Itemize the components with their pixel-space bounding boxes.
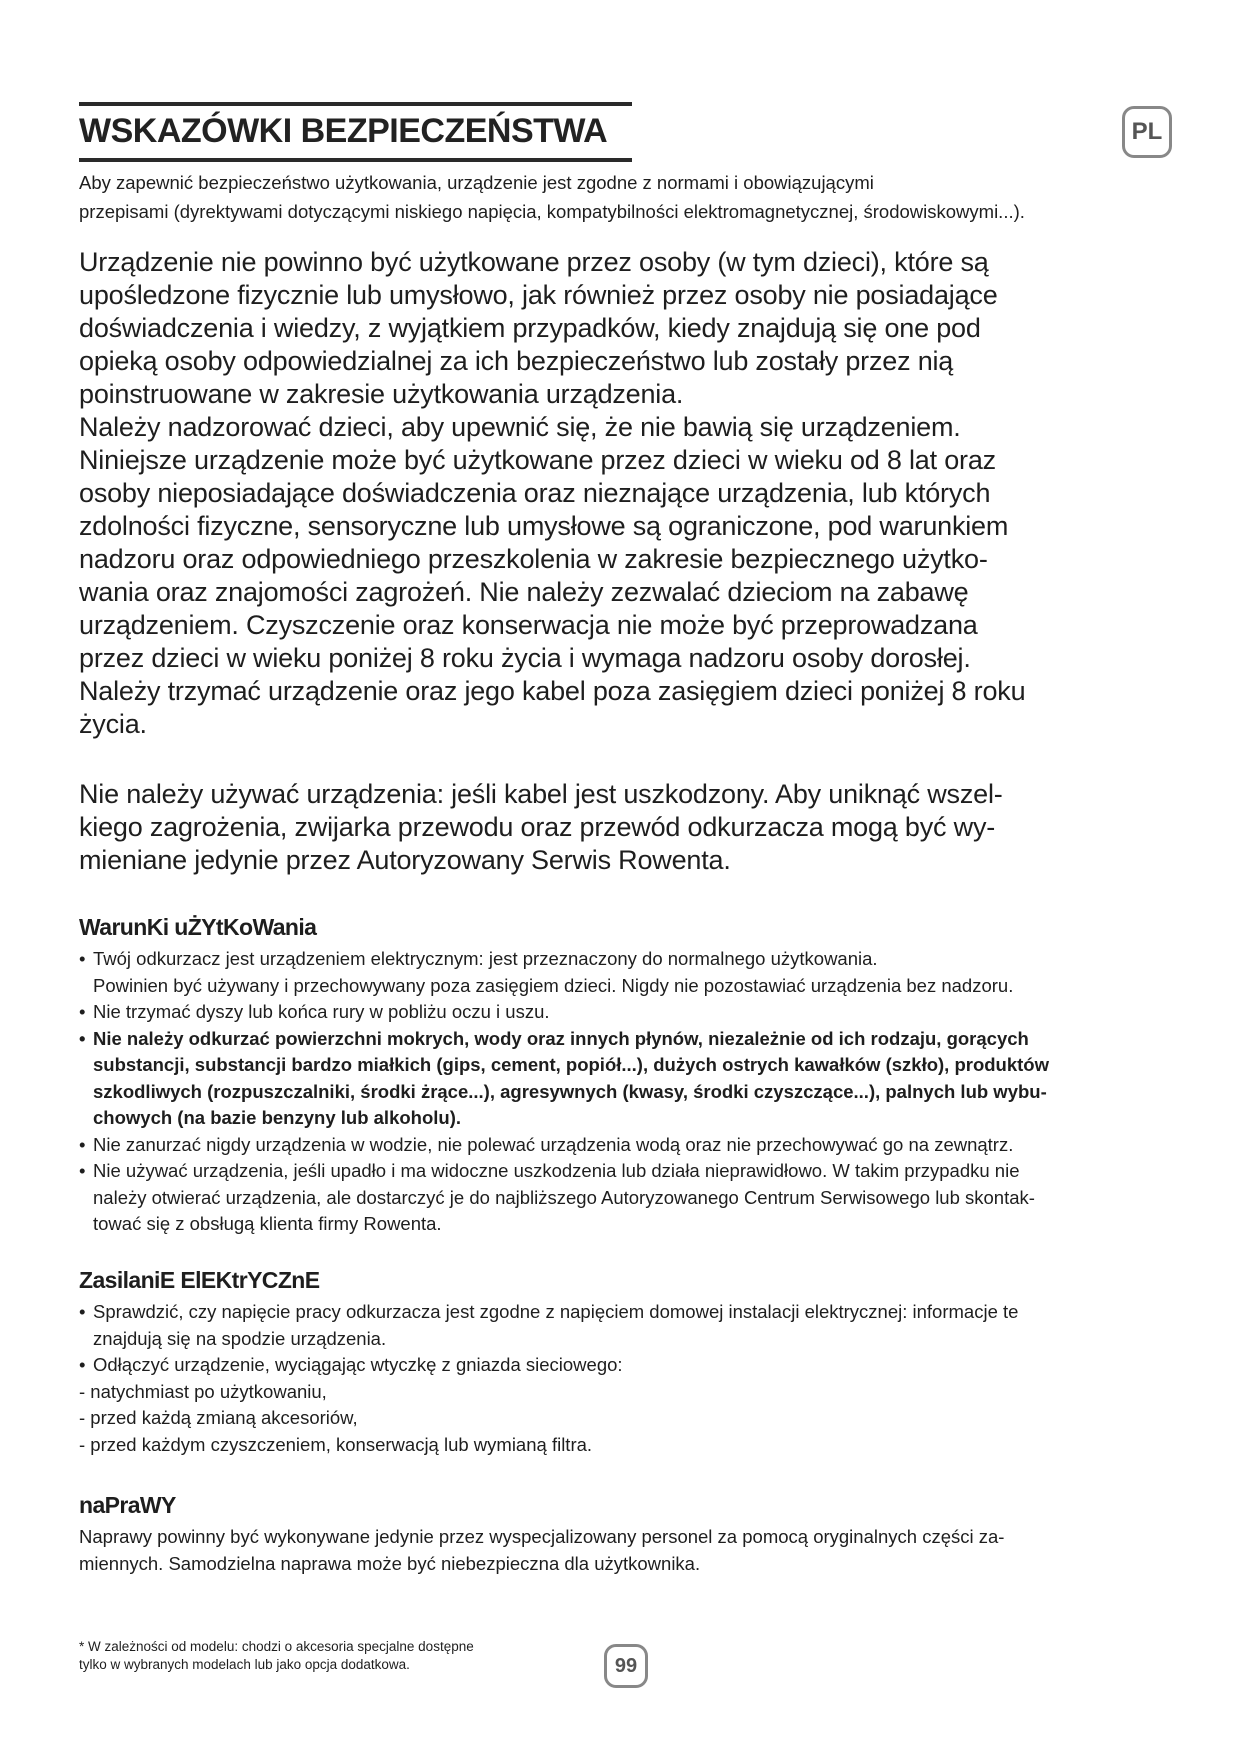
text-line: tylko w wybranych modelach lub jako opcja dodatkowa. [79,1657,410,1672]
bullet-icon: • [79,1354,86,1375]
text-line: doświadczenia i wiedzy, z wyjątkiem przypadków, kiedy znajdują się one pod [79,313,981,343]
text-line: Urządzenie nie powinno być użytkowane przez osoby (w tym dzieci), które są [79,247,989,277]
dash-item: - natychmiast po użytkowaniu, [79,1380,327,1402]
text-line: Powinien być używany i przechowywany poza zasięgiem dzieci. Nigdy nie pozostawiać urządzenia bez nadzoru. [93,974,1014,996]
bullet-icon: • [79,1001,86,1022]
intro-paragraph [79,168,1025,226]
text-line: Nie należy używać urządzenia: jeśli kabel jest uszkodzony. Aby uniknąć wszel- [79,779,1003,809]
repairs-section [79,1490,1004,1577]
bullet-item [79,1132,1049,1159]
child-safety-warning [79,246,1025,741]
text-line: znajdują się na spodzie urządzenia. [93,1327,387,1349]
text-line: Nie zanurzać nigdy urządzenia w wodzie, nie polewać urządzenia wodą oraz nie przechowywać go na zewnątrz. [93,1133,1014,1155]
text-line: Sprawdzić, czy napięcie pracy odkurzacza jest zgodne z napięciem domowej instalacji elektrycznej: informacje te [93,1301,1019,1322]
text-line: Twój odkurzacz jest urządzeniem elektrycznym: jest przeznaczony do normalnego użytkowania. [93,948,878,969]
section-heading: naPraWY [79,1492,176,1518]
page-title: WSKAZÓWKI BEZPIECZEŃSTWA [79,112,608,150]
text-line: kiego zagrożenia, zwijarka przewodu oraz przewód odkurzacza mogą być wy- [79,812,996,842]
text-line: opieką osoby odpowiedzialnej za ich bezpieczeństwo lub zostały przez nią [79,346,954,376]
text-line: chowych (na bazie benzyny lub alkoholu). [93,1107,461,1128]
power-section [79,1265,1018,1458]
page-number: 99 [604,1644,648,1688]
text-line: tować się z obsługą klienta firmy Rowenta. [93,1213,442,1234]
bullet-item [79,1299,1018,1352]
text-line: Naprawy powinny być wykonywane jedynie przez wyspecjalizowany personel za pomocą oryginalnych części za- [79,1526,1005,1547]
text-line: Należy trzymać urządzenie oraz jego kabel poza zasięgiem dzieci poniżej 8 roku [79,676,1026,706]
text-line: substancji, substancji bardzo miałkich (gips, cement, popiół...), dużych ostrych kawałków (szkło), produktów [93,1054,1050,1075]
text-line: Nie należy odkurzać powierzchni mokrych, wody oraz innych płynów, niezależnie od ich rodzaju, gorących [93,1027,1029,1049]
bullet-icon: • [79,1133,86,1155]
text-line: należy otwierać urządzenia, ale dostarczyć je do najbliższego Autoryzowanego Centrum Serwisowego lub skontak- [93,1186,1035,1208]
text-line: nadzoru oraz odpowiedniego przeszkolenia w zakresie bezpiecznego użytko- [79,544,988,574]
text-line: osoby nieposiadające doświadczenia oraz nieznające urządzenia, lub których [79,478,991,508]
text-line: mieniane jedynie przez Autoryzowany Serwis Rowenta. [79,845,731,875]
text-line: Należy nadzorować dzieci, aby upewnić się, że nie bawią się urządzeniem. [79,412,961,442]
dash-item: - przed każdą zmianą akcesoriów, [79,1407,358,1428]
section-heading: ZasilaniE ElEKtrYCZnE [79,1267,320,1293]
bullet-icon: • [79,1027,86,1049]
bullet-item [79,1026,1049,1132]
section-heading: WarunKi uŻYtKoWania [79,914,317,940]
title-rule-top [79,102,632,106]
bullet-item [79,999,1049,1026]
text-line: Nie trzymać dyszy lub końca rury w pobliżu oczu i uszu. [93,1001,550,1022]
usage-section [79,912,1049,1238]
text-line: Odłączyć urządzenie, wyciągając wtyczkę z gniazda sieciowego: [93,1354,623,1375]
text-line: * W zależności od modelu: chodzi o akcesoria specjalne dostępne [79,1639,474,1654]
text-line: upośledzone fizycznie lub umysłowo, jak również przez osoby nie posiadające [79,280,998,310]
text-line: przez dzieci w wieku poniżej 8 roku życia i wymaga nadzoru osoby dorosłej. [79,643,971,673]
text-line: szkodliwych (rozpuszczalniki, środki żrące...), agresywnych (kwasy, środki czyszczące...), palnych lub wybu- [93,1080,1047,1102]
bullet-icon: • [79,1301,86,1322]
text-line: przepisami (dyrektywami dotyczącymi niskiego napięcia, kompatybilności elektromagnetycznej, środowiskowymi...). [79,201,1025,222]
footnote [79,1638,474,1674]
cable-warning [79,778,1003,877]
text-line: wania oraz znajomości zagrożeń. Nie należy zezwalać dzieciom na zabawę [79,577,969,607]
dash-item: - przed każdym czyszczeniem, konserwacją lub wymianą filtra. [79,1433,593,1455]
text-line: poinstruowane w zakresie użytkowania urządzenia. [79,379,684,409]
language-badge: PL [1122,106,1172,158]
bullet-icon: • [79,948,86,969]
text-line: zdolności fizyczne, sensoryczne lub umysłowe są ograniczone, pod warunkiem [79,511,1009,541]
bullet-item [79,946,1049,999]
text-line: Aby zapewnić bezpieczeństwo użytkowania, urządzenie jest zgodne z normami i obowiązującymi [79,172,874,193]
text-line: urządzeniem. Czyszczenie oraz konserwacja nie może być przeprowadzana [79,610,978,640]
title-rule-bottom [79,158,632,162]
bullet-item [79,1158,1049,1238]
bullet-icon: • [79,1160,86,1181]
text-line: Niniejsze urządzenie może być użytkowane przez dzieci w wieku od 8 lat oraz [79,445,996,475]
text-line: Nie używać urządzenia, jeśli upadło i ma widoczne uszkodzenia lub działa nieprawidłowo. W takim przypadku nie [93,1160,1020,1181]
bullet-item [79,1352,1018,1379]
text-line: życia. [79,709,147,739]
text-line: miennych. Samodzielna naprawa może być niebezpieczna dla użytkownika. [79,1552,701,1574]
